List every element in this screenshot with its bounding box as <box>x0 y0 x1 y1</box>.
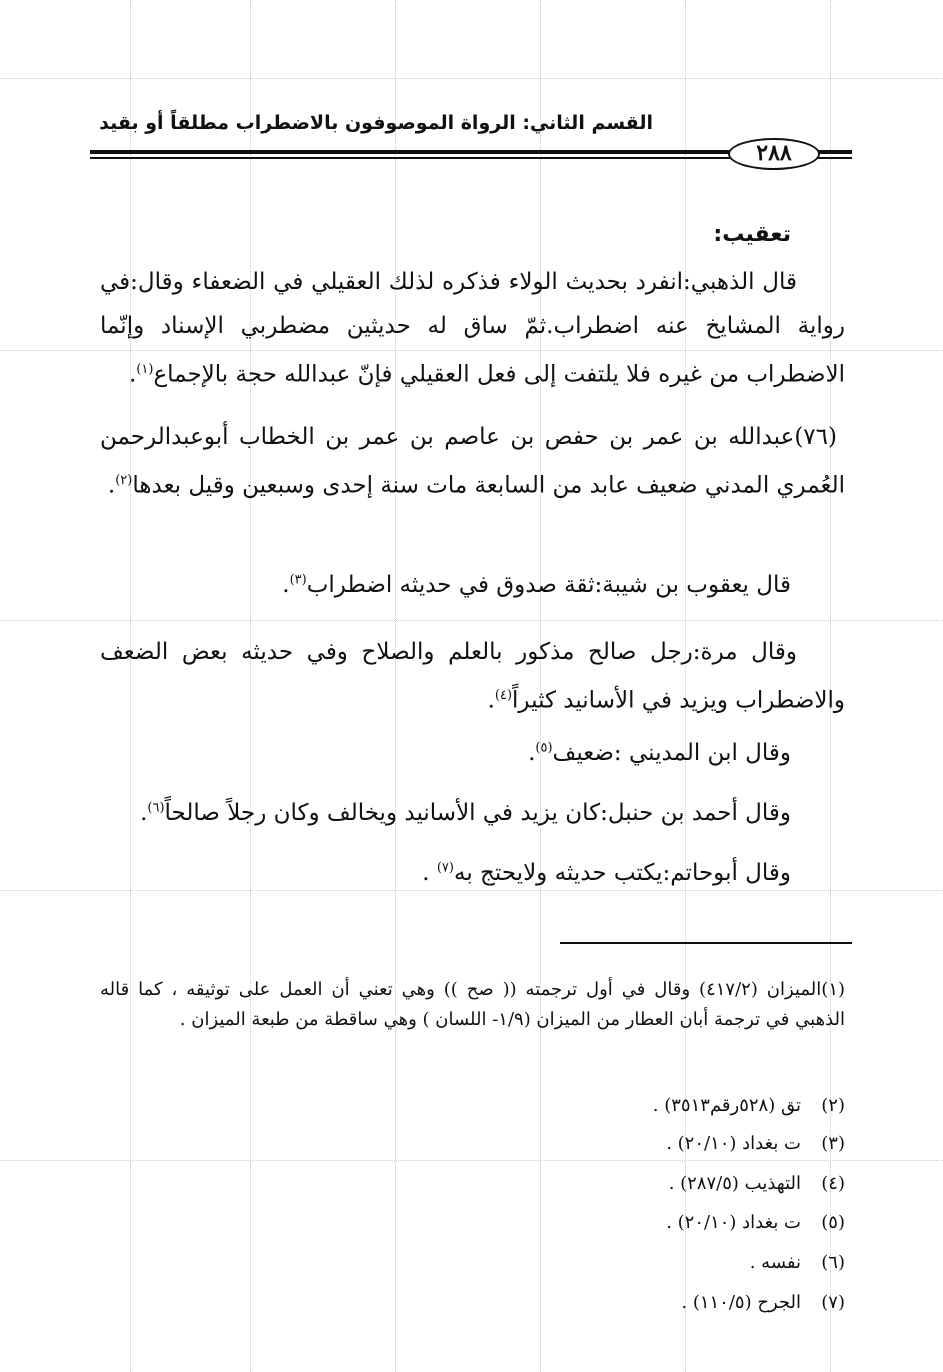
punctuation: . <box>282 572 290 598</box>
footnote-7 <box>681 1292 845 1313</box>
footnote-text: تق (٥٢٨رقم٣٥١٣) . <box>652 1095 801 1116</box>
punctuation: . <box>422 860 437 886</box>
scan-grid-line <box>0 1160 943 1161</box>
footnote-ref: (٦) <box>147 800 165 816</box>
section-heading: تعقيب: <box>713 222 791 247</box>
footnote-text: ت بغداد (٢٠/١٠) . <box>666 1133 801 1154</box>
paragraph-text: قال الذهبي:انفرد بحديث الولاء فذكره لذلك العقيلي في الضعفاء وقال:في رواية المشايخ عنه اضطراب.ثمّ ساق له حديثين مضطربي الإسناد وإنّما الاضطراب من غيره فلا يلتفت إلى فعل العقيلي فإنّ عبدالله حجة بالإجماع <box>100 269 845 388</box>
header-rule-tail <box>818 150 852 154</box>
quote-yaqub-again <box>100 630 845 723</box>
footnote-number: (٧) <box>821 1292 845 1313</box>
punctuation: . <box>107 472 116 499</box>
footnote-5 <box>666 1212 845 1233</box>
quote-ahmad <box>140 800 791 826</box>
running-title: القسم الثاني: الرواة الموصوفون بالاضطراب مطلقاً أو بقيد <box>99 112 653 134</box>
footnote-text: نفسه . <box>749 1252 801 1273</box>
footnote-number: (٢) <box>821 1095 845 1116</box>
footnote-ref: (٥) <box>535 740 553 756</box>
footnote-ref: (٧) <box>436 860 454 876</box>
footnote-number: (١) <box>821 979 846 1000</box>
punctuation: . <box>140 800 148 826</box>
footnote-ref: (٢) <box>115 473 133 488</box>
footnote-number: (٥) <box>821 1212 845 1233</box>
footnote-text: الجرح (١١٠/٥) . <box>681 1292 801 1313</box>
quote-text: قال يعقوب بن شيبة:ثقة صدوق في حديثه اضطراب <box>306 572 791 598</box>
footnote-number: (٣) <box>821 1133 845 1154</box>
footnote-2 <box>653 1095 845 1116</box>
punctuation: . <box>487 687 495 714</box>
footnote-ref: (١) <box>136 362 154 377</box>
quote-yaqub <box>282 572 791 598</box>
footnote-text: التهذيب (٢٨٧/٥) . <box>668 1173 801 1194</box>
footnote-number: (٤) <box>821 1173 845 1194</box>
footnote-text: ت بغداد (٢٠/١٠) . <box>666 1212 801 1233</box>
quote-text: وقال أبوحاتم:يكتب حديثه ولايحتج به <box>453 860 791 886</box>
quote-text: وقال أحمد بن حنبل:كان يزيد في الأسانيد ويخالف وكان رجلاً صالحاً <box>164 800 791 826</box>
footnote-3 <box>666 1133 845 1154</box>
footnote-text: الميزان (٤١٧/٢) وقال في أول ترجمته (( صح )) وهي تعني أن العمل على توثيقه ، كما قاله الذهبي في ترجمة أبان العطار من الميزان (١/٩- اللسان ) وهي ساقطة من طبعة الميزان . <box>100 979 845 1030</box>
quote-text: وقال مرة:رجل صالح مذكور بالعلم والصلاح وفي حديثه بعض الضعف والاضطراب ويزيد في الأسانيد كثيراً <box>100 639 845 714</box>
scan-grid-line <box>0 620 943 621</box>
paragraph-narrator-entry <box>100 415 845 508</box>
footnote-number: (٦) <box>821 1252 845 1273</box>
footnote-ref: (٣) <box>289 572 307 588</box>
footnote-4 <box>669 1173 845 1194</box>
footnote-6 <box>750 1252 845 1273</box>
paragraph-text: (٧٦)عبدالله بن عمر بن حفص بن عاصم بن عمر بن الخطاب أبوعبدالرحمن العُمري المدني ضعيف عابد من السابعة مات سنة إحدى وسبعين وقيل بعدها <box>100 424 845 499</box>
footnote-ref: (٤) <box>494 688 513 703</box>
header-rule <box>90 150 730 154</box>
quote-text: وقال ابن المديني :ضعيف <box>552 740 791 766</box>
header-rule-thin <box>90 157 730 159</box>
header-rule-tail-thin <box>818 157 852 159</box>
punctuation: . <box>128 361 137 388</box>
scan-grid-line <box>0 890 943 891</box>
quote-abu-hatim <box>422 860 791 886</box>
scan-grid-line <box>0 78 943 79</box>
punctuation: . <box>528 740 536 766</box>
footnote-1 <box>100 975 845 1035</box>
footnote-separator <box>560 942 852 944</box>
quote-ibn-madini <box>528 740 791 766</box>
page-number: ٢٨٨ <box>728 138 820 170</box>
paragraph-dhahabi <box>100 260 845 397</box>
